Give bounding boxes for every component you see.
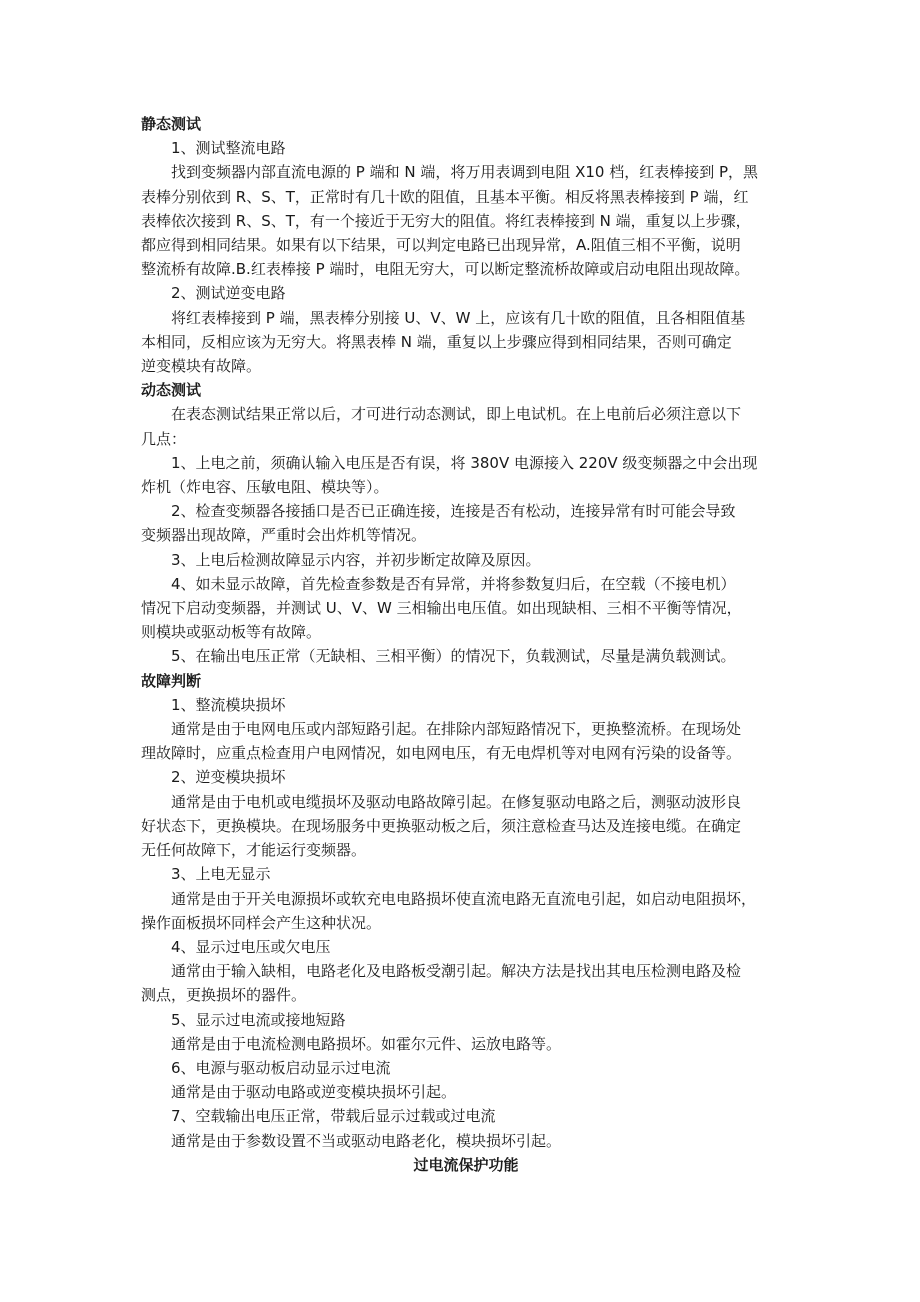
subheading-fault: 3、上电无显示 [171, 865, 271, 884]
paragraph-line: 通常是由于参数设置不当或驱动电路老化，模块损坏引起。 [171, 1131, 562, 1150]
paragraph-line: 2、检查变频器各接插口是否已正确连接，连接是否有松动，连接异常有时可能会导致 [171, 502, 736, 521]
paragraph-line: 几点： [141, 429, 187, 448]
paragraph-line: 表棒分别依到 R、S、T，正常时有几十欧的阻值，且基本平衡。相反将黑表棒接到 P 端，红 [141, 187, 749, 206]
paragraph-line: 都应得到相同结果。如果有以下结果，可以判定电路已出现异常，A.阻值三相不平衡，说明 [141, 236, 741, 255]
paragraph-line: 整流桥有故障.B.红表棒接 P 端时，电阻无穷大，可以断定整流桥故障或启动电阻出现故障。 [141, 260, 750, 279]
subheading-fault: 4、显示过电压或欠电压 [171, 937, 331, 956]
paragraph-line: 逆变模块有故障。 [141, 357, 262, 376]
paragraph-line: 通常由于输入缺相，电路老化及电路板受潮引起。解决方法是找出其电压检测电路及检 [171, 962, 742, 981]
paragraph-line: 在表态测试结果正常以后，才可进行动态测试，即上电试机。在上电前后必须注意以下 [171, 405, 742, 424]
section-title-dynamic: 动态测试 [141, 381, 202, 400]
paragraph-line: 5、在输出电压正常（无缺相、三相平衡）的情况下，负载测试，尽量是满负载测试。 [171, 647, 736, 666]
paragraph-line: 好状态下，更换模块。在现场服务中更换驱动板之后，须注意检查马达及连接电缆。在确定 [141, 816, 742, 835]
paragraph-line: 通常是由于开关电源损坏或软充电电路损坏使直流电路无直流电引起，如启动电阻损坏， [171, 889, 757, 908]
document-page [141, 112, 791, 1177]
paragraph-line: 测点，更换损坏的器件。 [141, 986, 307, 1005]
subheading-fault: 6、电源与驱动板启动显示过电流 [171, 1058, 391, 1077]
paragraph-line: 将红表棒接到 P 端，黑表棒分别接 U、V、W 上，应该有几十欧的阻值，且各相阻值基 [171, 308, 746, 327]
paragraph-line: 找到变频器内部直流电源的 P 端和 N 端，将万用表调到电阻 X10 档，红表棒接到 P，黑 [171, 163, 759, 182]
paragraph-line: 通常是由于驱动电路或逆变模块损坏引起。 [171, 1083, 457, 1102]
subheading-inverter-test: 2、测试逆变电路 [171, 284, 286, 303]
section-title-fault: 故障判断 [141, 671, 202, 690]
paragraph-line: 情况下启动变频器，并测试 U、V、W 三相输出电压值。如出现缺相、三相不平衡等情况， [141, 599, 742, 618]
subheading-fault: 1、整流模块损坏 [171, 695, 286, 714]
subheading-fault: 5、显示过电流或接地短路 [171, 1010, 346, 1029]
paragraph-line: 通常是由于电流检测电路损坏。如霍尔元件、运放电路等。 [171, 1034, 562, 1053]
paragraph-line: 通常是由于电机或电缆损坏及驱动电路故障引起。在修复驱动电路之后，测驱动波形良 [171, 792, 742, 811]
section-title-static: 静态测试 [141, 115, 202, 133]
paragraph-line: 本相同，反相应该为无穷大。将黑表棒 N 端，重复以上步骤应得到相同结果，否则可确定 [141, 332, 732, 351]
section-title-overcurrent: 过电流保护功能 [413, 1155, 519, 1174]
paragraph-line: 3、上电后检测故障显示内容，并初步断定故障及原因。 [171, 550, 541, 569]
paragraph-line: 1、上电之前，须确认输入电压是否有误，将 380V 电源接入 220V 级变频器之中会出现 [171, 453, 758, 472]
paragraph-line: 通常是由于电网电压或内部短路引起。在排除内部短路情况下，更换整流桥。在现场处 [171, 720, 742, 739]
paragraph-line: 操作面板损坏同样会产生这种状况。 [141, 913, 382, 932]
paragraph-line: 理故障时，应重点检查用户电网情况，如电网电压，有无电焊机等对电网有污染的设备等。 [141, 744, 742, 763]
subheading-fault: 7、空载输出电压正常，带载后显示过载或过电流 [171, 1107, 496, 1126]
paragraph-line: 变频器出现故障，严重时会出炸机等情况。 [141, 526, 427, 545]
subheading-fault: 2、逆变模块损坏 [171, 768, 286, 787]
paragraph-line: 炸机（炸电容、压敏电阻、模块等）。 [141, 478, 389, 497]
paragraph-line: 4、如未显示故障，首先检查参数是否有异常，并将参数复归后，在空载（不接电机） [171, 574, 736, 593]
paragraph-line: 则模块或驱动板等有故障。 [141, 623, 322, 642]
subheading-rectifier-test: 1、测试整流电路 [171, 139, 286, 158]
paragraph-line: 表棒依次接到 R、S、T，有一个接近于无穷大的阻值。将红表棒接到 N 端，重复以上步骤， [141, 211, 751, 230]
paragraph-line: 无任何故障下，才能运行变频器。 [141, 841, 367, 860]
